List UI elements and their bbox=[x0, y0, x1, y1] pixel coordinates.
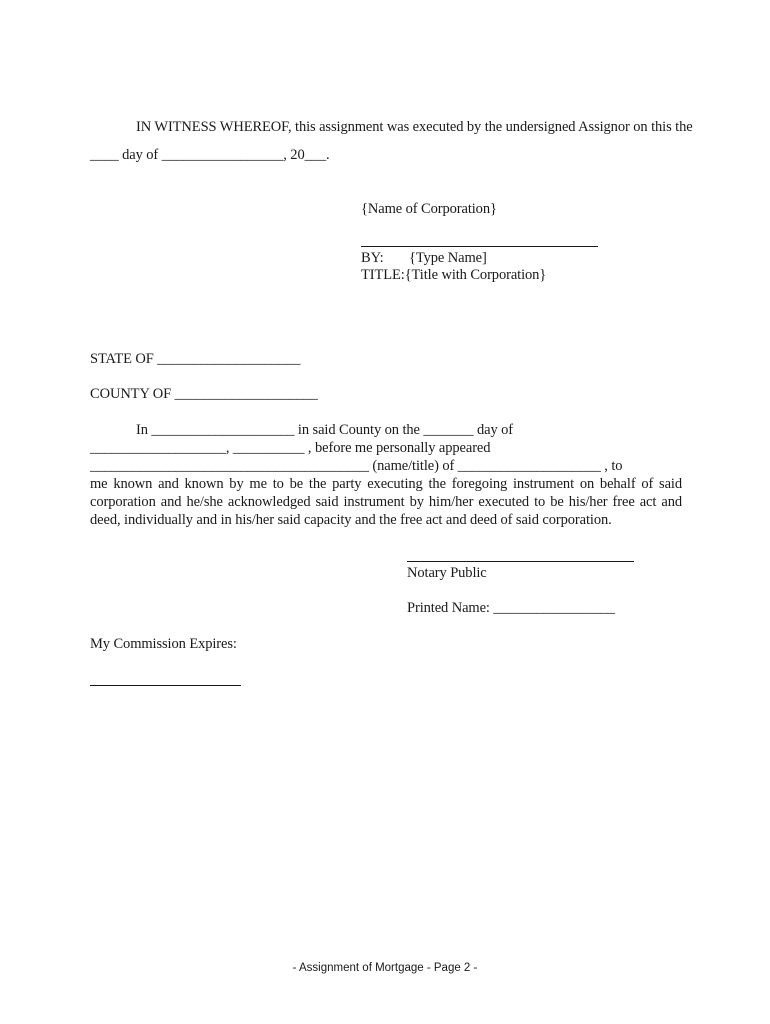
by-value: {Type Name] bbox=[409, 250, 487, 266]
acknowledgment-line-1: In ____________________ in said County on the _______ day of bbox=[136, 422, 514, 438]
county-of-line: COUNTY OF ____________________ bbox=[90, 386, 318, 402]
witness-clause-line-2: ____ day of _________________, 20___. bbox=[90, 147, 330, 163]
corporation-name: {Name of Corporation} bbox=[361, 201, 497, 217]
notary-public-label: Notary Public bbox=[407, 565, 487, 581]
acknowledgment-body: me known and known by me to be the party executing the foregoing instrument on behalf of said corporation and he/she acknowledged said instrument by him/her executed to be his/her free act and deed, individually and in his/her said capacity and the free act and deed of said corporation. bbox=[90, 476, 682, 528]
printed-name-line: Printed Name: _________________ bbox=[407, 600, 615, 616]
acknowledgment-line-3: _______________________________________ (name/title) of ____________________ , to bbox=[90, 458, 623, 474]
signature-line bbox=[361, 246, 598, 247]
commission-expiration-line bbox=[90, 685, 241, 686]
page-footer: - Assignment of Mortgage - Page 2 - bbox=[292, 962, 478, 974]
title-label: TITLE: bbox=[361, 267, 405, 283]
title-line bbox=[361, 266, 546, 284]
commission-expires-label: My Commission Expires: bbox=[90, 636, 237, 652]
by-label: BY: bbox=[361, 250, 384, 266]
acknowledgment-line-2: ___________________, __________ , before me personally appeared bbox=[90, 440, 491, 456]
title-value: {Title with Corporation} bbox=[404, 267, 547, 283]
notary-signature-line bbox=[407, 561, 634, 562]
state-of-line: STATE OF ____________________ bbox=[90, 351, 301, 367]
witness-clause-line-1: IN WITNESS WHEREOF, this assignment was executed by the undersigned Assignor on this the bbox=[136, 119, 693, 135]
